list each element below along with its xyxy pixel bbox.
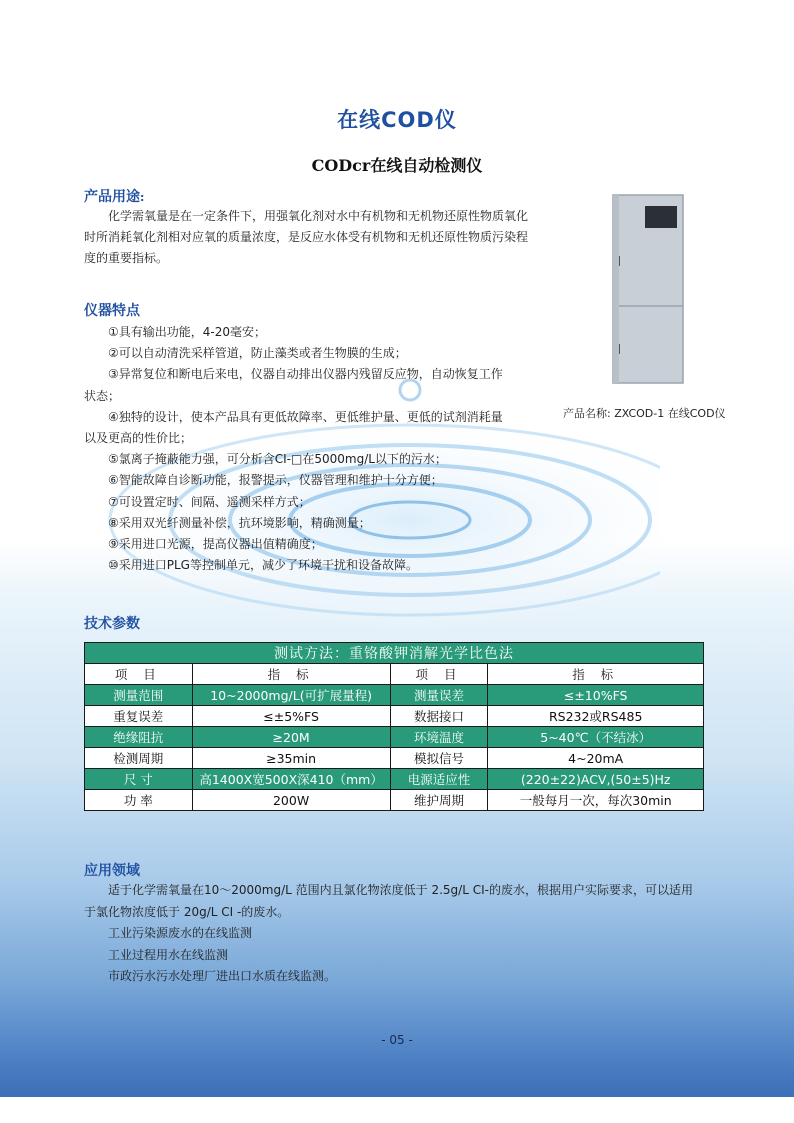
feature-item [84,534,504,555]
table-cell: 测量范围 [85,685,193,706]
test-method: 测试方法：重铬酸钾消解光学比色法 [85,643,704,664]
feature-item [84,449,504,470]
page-subtitle: CODcr在线自动检测仪 [311,156,483,175]
table-header-row [85,664,704,685]
table-cell: 维护周期 [390,790,488,811]
feature-item [84,470,504,491]
table-header-cell: 项 目 [390,664,488,685]
table-cell: 10~2000mg/L(可扩展量程) [192,685,390,706]
table-row [85,748,704,769]
table-cell: 4~20mA [488,748,704,769]
feature-item [84,322,504,343]
feature-item [84,364,504,406]
table-cell: 功 率 [85,790,193,811]
table-row [85,706,704,727]
product-cabinet-image [612,194,684,384]
feature-text: ⑨采用进口光源，提高仪器出值精确度； [108,537,323,552]
features-list [84,322,504,576]
table-cell: 模拟信号 [390,748,488,769]
usage-heading [84,186,144,206]
applications-intro-text: 适于化学需氧量在10～2000mg/L 范围内且氯化物浓度低于 2.5g/L CI-的废水，根据用户实际要求，可以适用于氯化物浓度低于 20g/L CI -的废水。 [84,883,693,919]
application-item [84,923,704,945]
feature-item [84,407,504,449]
table-cell: 绝缘阻抗 [85,727,193,748]
feature-text: ⑥智能故障自诊断功能，报警提示，仪器管理和维护十分方便； [108,473,443,488]
applications-heading: 应用领域 [84,863,140,879]
table-cell: ≤±10%FS [488,685,704,706]
feature-text: ⑩采用进口PLG等控制单元，减少了环境干扰和设备故障。 [108,558,418,573]
application-text: 工业污染源废水的在线监测 [108,926,253,940]
feature-item [84,513,504,534]
usage-heading-text: 产品用途 [84,189,140,205]
feature-text: ⑤氯离子掩蔽能力强，可分析含CI-□在5000mg/L以下的污水； [108,452,447,467]
table-cell: 尺 寸 [85,769,193,790]
table-cell: 检测周期 [85,748,193,769]
table-method-row [85,643,704,664]
application-text: 市政污水污水处理厂进出口水质在线监测。 [108,969,337,983]
table-row [85,790,704,811]
feature-item [84,492,504,513]
table-header-cell: 项 目 [85,664,193,685]
usage-text: 化学需氧量是在一定条件下，用强氧化剂对水中有机物和无机物还原性物质氧化时所消耗氧化剂相对应氧的质量浓度，是反应水体受有机物和无机还原性物质污染程度的重要指标。 [84,209,529,265]
table-cell: RS232或RS485 [488,706,704,727]
feature-item [84,555,504,576]
application-item [84,945,704,967]
application-text: 工业过程用水在线监测 [108,947,229,962]
table-cell: 一般每月一次，每次30min [488,790,704,811]
specs-table [84,642,704,811]
table-cell: 测量误差 [390,685,488,706]
feature-text: ④独特的设计，使本产品具有更低故障率、更低维护量、更低的试剂消耗量以及更高的性价比； [84,409,503,446]
table-cell: (220±22)ACV,(50±5)Hz [488,769,704,790]
table-cell: 数据接口 [390,706,488,727]
feature-item [84,343,504,364]
table-cell: 200W [192,790,390,811]
feature-text: ②可以自动清洗采样管道，防止藻类或者生物膜的生成； [108,346,407,361]
table-cell: 环境温度 [390,727,488,748]
table-cell: 高1400X宽500X深410（mm） [192,769,390,790]
features-heading: 仪器特点 [84,303,140,319]
product-caption: 产品名称: ZXCOD-1 在线COD仪 [563,407,726,420]
table-cell: ≤±5%FS [192,706,390,727]
table-cell: ≥35min [192,748,390,769]
applications-list [84,880,704,988]
table-row [85,727,704,748]
applications-intro [84,880,704,923]
feature-text: ①具有输出功能，4-20毫安； [108,325,266,339]
table-row [85,769,704,790]
table-cell: ≥20M [192,727,390,748]
page-title: 在线COD仪 [337,108,457,132]
application-item [84,966,704,988]
table-cell: 5~40℃（不结冰） [488,727,704,748]
feature-text: ⑧采用双光纤测量补偿，抗环境影响，精确测量； [108,515,371,530]
feature-text: ⑦可设置定时、间隔、遥测采样方式； [108,494,311,509]
table-row [85,685,704,706]
table-cell: 电源适应性 [390,769,488,790]
usage-heading-colon: : [140,191,145,204]
feature-text: ③异常复位和断电后来电，仪器自动排出仪器内残留反应物，自动恢复工作状态； [84,367,503,403]
usage-paragraph [84,206,534,269]
table-header-cell: 指 标 [192,664,390,685]
specs-heading: 技术参数 [84,616,140,632]
table-header-cell: 指 标 [488,664,704,685]
table-cell: 重复误差 [85,706,193,727]
page-number: - 05 - [381,1033,413,1047]
